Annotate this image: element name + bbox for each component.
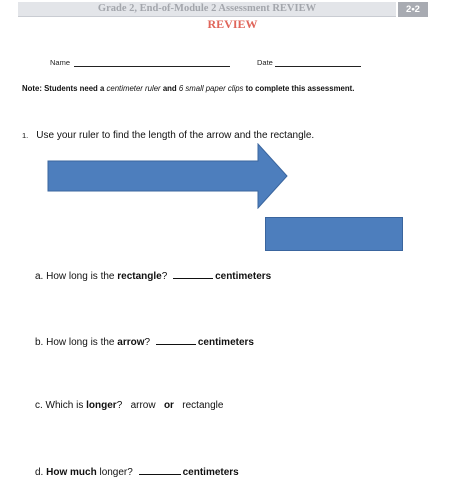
subquestion-c-bold: longer: [86, 400, 117, 411]
date-field[interactable]: [275, 66, 361, 67]
subquestion-d-prefix: d.: [35, 467, 47, 478]
materials-note: [22, 84, 354, 93]
subquestion-c: [35, 400, 223, 411]
subquestion-b-bold: arrow: [117, 337, 145, 348]
answer-blank-d[interactable]: [139, 465, 181, 475]
date-label: Date: [257, 58, 273, 67]
subquestion-c-after: ? arrow: [116, 400, 164, 411]
subquestion-b-prefix: b. How long is the: [35, 337, 118, 348]
note-suffix: to complete this assessment.: [243, 84, 355, 93]
subquestion-a-after: ?: [161, 271, 171, 282]
note-prefix: Note: Students need a: [22, 84, 107, 93]
subquestion-b: [35, 335, 254, 348]
question-text: Use your ruler to find the length of the arrow and the rectangle.: [36, 130, 315, 141]
answer-blank-b[interactable]: [156, 335, 196, 345]
header-bar: [18, 2, 396, 17]
arrow-polygon: [48, 144, 287, 208]
rectangle-shape: [265, 217, 403, 251]
note-item-paper-clips: 6 small paper clips: [178, 84, 244, 93]
note-item-ruler: centimeter ruler: [106, 84, 161, 93]
subquestion-c-or: or: [163, 400, 174, 411]
arrow-shape: [47, 143, 289, 209]
name-field[interactable]: [74, 66, 230, 67]
subquestion-a-bold: rectangle: [117, 271, 162, 282]
subquestion-c-prefix: c. Which is: [35, 400, 87, 411]
note-middle: and: [160, 84, 179, 93]
subquestion-b-after: ?: [144, 337, 153, 348]
module-badge: 2•2: [398, 2, 428, 17]
subquestion-a-unit: centimeters: [215, 271, 272, 282]
subquestion-a: [35, 269, 271, 282]
subquestion-b-unit: centimeters: [197, 337, 254, 348]
header-title: Grade 2, End-of-Module 2 Assessment REVIEW: [97, 3, 317, 14]
subquestion-d: [35, 465, 239, 478]
subquestion-d-after: longer?: [96, 467, 136, 478]
review-label: REVIEW: [207, 17, 258, 31]
subquestion-c-suffix: rectangle: [173, 400, 224, 411]
subquestion-a-prefix: a. How long is the: [35, 271, 118, 282]
question-1: [22, 130, 314, 141]
question-number: 1.: [22, 131, 29, 140]
subquestion-d-bold: How much: [46, 467, 97, 478]
answer-blank-a[interactable]: [173, 269, 213, 279]
subquestion-d-unit: centimeters: [182, 467, 239, 478]
name-label: Name: [50, 58, 71, 67]
